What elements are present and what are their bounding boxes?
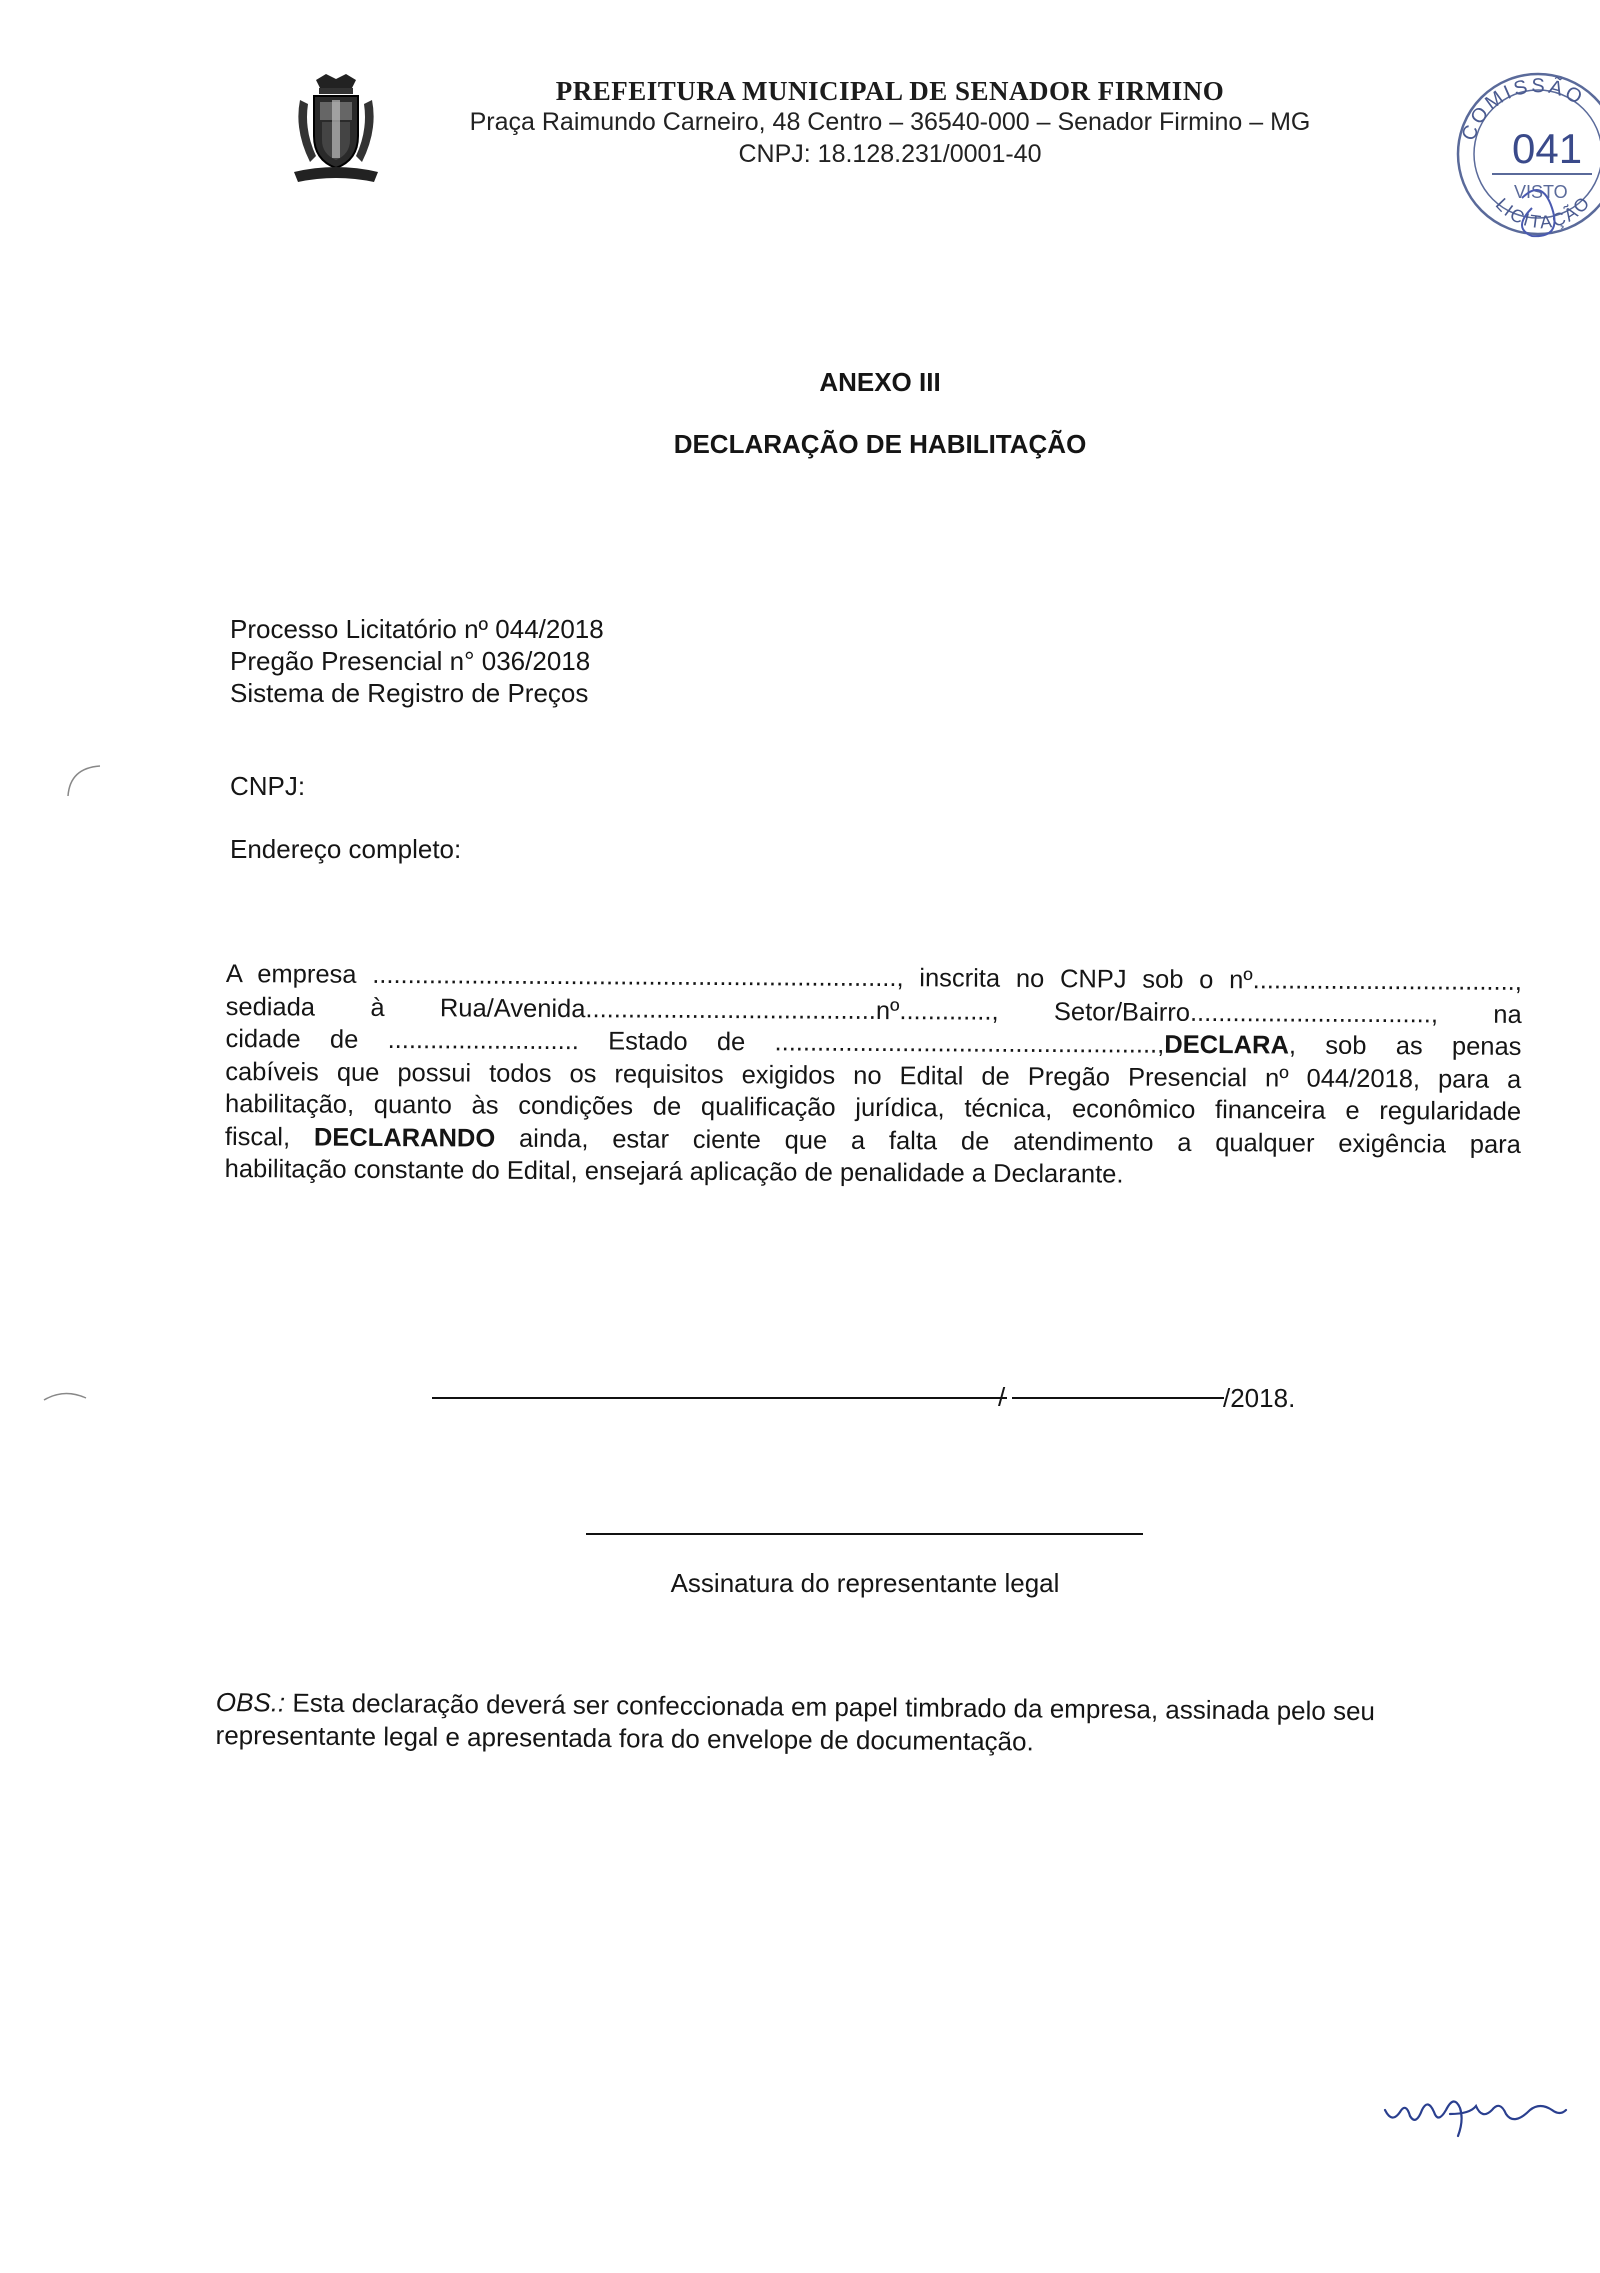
commission-stamp — [1452, 58, 1600, 258]
municipality-name: PREFEITURA MUNICIPAL DE SENADOR FIRMINO — [555, 76, 1225, 106]
date-year: /2018. — [1223, 1383, 1296, 1413]
body-line: fiscal, DECLARANDO ainda, estar ciente que a falta de atendimento a qualquer exigência para — [224, 1122, 1521, 1159]
municipal-coat-of-arms — [286, 70, 386, 188]
declaration-title: DECLARAÇÃO DE HABILITAÇÃO — [673, 429, 1087, 459]
observation-note: OBS.: Esta declaração deverá ser confeccionada em papel timbrado da empresa, assinada pelo seu representante legal e apresentada fora do envelope de documentação. — [215, 1687, 1376, 1757]
scan-mark — [64, 760, 104, 800]
body-line: cidade de ........................... Estado de ......................................................,DECLARA, sob as penas — [225, 1024, 1522, 1061]
svg-text:COMISSÃO: COMISSÃO — [1457, 74, 1589, 144]
cnpj-label: CNPJ: — [230, 771, 306, 801]
full-address-label: Endereço completo: — [230, 834, 462, 864]
date-day-month-line — [432, 1397, 1007, 1399]
signature-label: Assinatura do representante legal — [670, 1568, 1060, 1598]
price-registry-system: Sistema de Registro de Preços — [230, 678, 589, 708]
obs-label: OBS.: — [215, 1687, 286, 1718]
body-line: habilitação, quanto às condições de qualificação jurídica, técnica, econômico financeira e regularidade — [225, 1089, 1522, 1126]
signature-line — [586, 1533, 1143, 1535]
declarando-emphasis: DECLARANDO — [313, 1123, 496, 1153]
handwritten-rubric — [1380, 2080, 1570, 2150]
scan-mark — [40, 1388, 90, 1428]
declara-emphasis: DECLARA — [1164, 1030, 1290, 1060]
date-separator: / — [998, 1382, 1006, 1412]
body-line: cabíveis que possui todos os requisitos exigidos no Edital de Pregão Presencial nº 044/2018, para a — [225, 1057, 1522, 1094]
date-month-line — [1012, 1397, 1224, 1399]
body-line: habilitação constante do Edital, ensejará aplicação de penalidade a Declarante. — [224, 1154, 1124, 1189]
body-line: A empresa .........................................................................., inscrita no CNPJ sob o nº....................................., — [225, 959, 1522, 996]
svg-text:VISTO: VISTO — [1514, 182, 1568, 202]
municipality-address: Praça Raimundo Carneiro, 48 Centro – 36540-000 – Senador Firmino – MG — [469, 108, 1311, 136]
auction-number: Pregão Presencial n° 036/2018 — [230, 646, 591, 676]
body-line: sediada à Rua/Avenida.........................................nº............., Setor/Bairro.................................., na — [225, 992, 1522, 1029]
declaration-body — [225, 958, 1522, 1193]
process-number: Processo Licitatório nº 044/2018 — [230, 614, 604, 644]
svg-text:LICITAÇÃO: LICITAÇÃO — [1491, 191, 1595, 233]
municipality-cnpj: CNPJ: 18.128.231/0001-40 — [738, 140, 1042, 168]
svg-text:041: 041 — [1512, 125, 1583, 172]
annex-title: ANEXO III — [819, 367, 941, 397]
